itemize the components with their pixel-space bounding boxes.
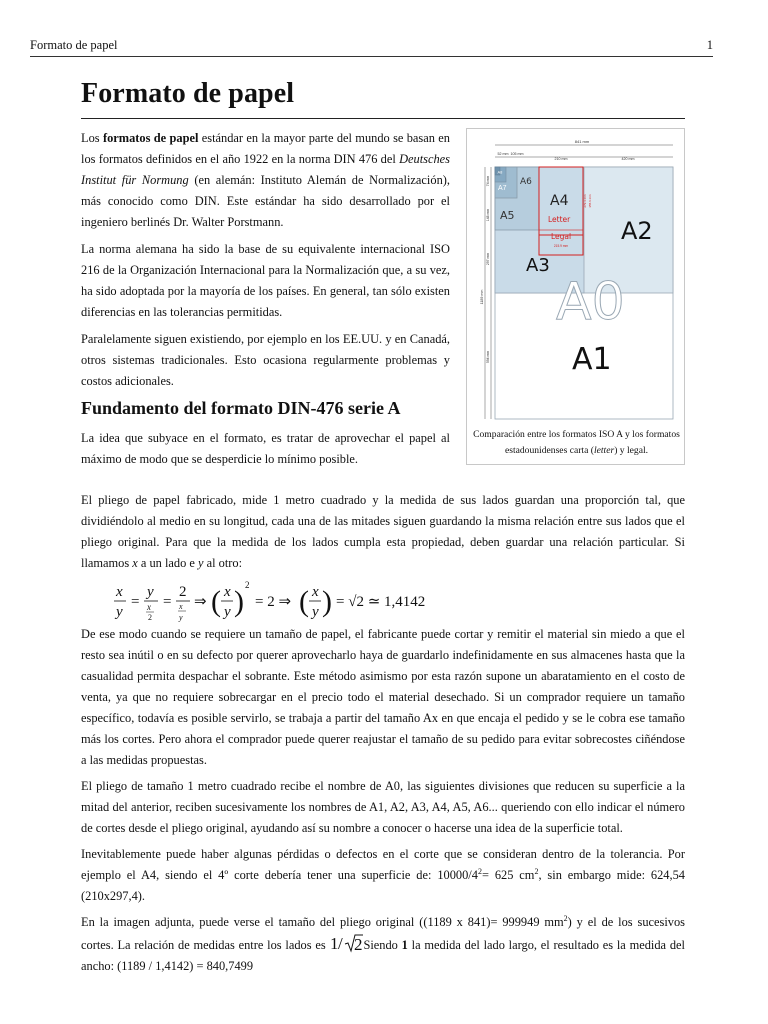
dim-top: 841 mm	[574, 139, 590, 144]
text-run: al otro:	[203, 556, 243, 570]
text-run: (en alemán: Instituto Alemán de Normalización), más conocido como DIN. Este estándar ha sido desarrollado por el ingeniero berlinés Dr. Walter Porstmann.	[81, 173, 450, 229]
label-legal: Legal	[551, 232, 572, 241]
text-run: Los	[81, 131, 103, 145]
label-a7: A7	[498, 185, 507, 192]
dim-a4w: 210 mm	[554, 157, 568, 161]
label-letter: Letter	[548, 215, 571, 224]
title-rule	[81, 118, 685, 119]
body-paragraph-1-block	[81, 490, 685, 579]
running-header	[30, 38, 713, 53]
body-paragraph-2: De ese modo cuando se requiere un tamaño de papel, el fabricante puede cortar y remitir el material sin miedo a que el resto sea inútil o en su defecto por querer aprovecharlo haya de guardarlo indefinidamente en sus almacenes hasta que la casualidad permita despachar el sobrante. Este método asimismo por esta razón supone un abaratamiento en el costo de venta, ya que no requiere sobrecargar en el precio todo el material desechado. Si un comprador requiere un tamaño específico, todavía es posible servirlo, se trabaja a partir del tamaño Ax en que encaja el pedido y se le cobra ese tamaño más los cortes. Pero ahora el comprador puede querer reajustar el tamaño de su pedido para evitar sobrecostes ciñéndose a las medidas propuestas.	[81, 627, 685, 767]
text-run: Inevitablemente puede haber algunas pérdidas o defectos en el corte que se consideran dentro de la tolerancia. Por ejemplo el A4, siendo el 4º corte debería tener una superficie de: 10000/4	[81, 847, 685, 882]
label-a4: A4	[550, 193, 569, 209]
dim-a7w: 105 mm	[510, 152, 524, 156]
svg-text:x: x	[312, 584, 319, 600]
label-a6: A6	[520, 177, 532, 187]
ratio-formula	[114, 578, 474, 624]
caption-text-end: ) y legal.	[614, 445, 649, 456]
text-run: a un lado e	[137, 556, 198, 570]
text-run: ) y el de los sucesivos cortes. La relación de medidas entre los lados es	[81, 915, 685, 952]
article-title: Formato de papel	[81, 78, 295, 109]
svg-text:1: 1	[330, 934, 339, 953]
label-a2: A2	[621, 217, 653, 245]
svg-text:2: 2	[354, 935, 363, 953]
text-run: , sin embargo mide: 624,54 (210x297,4).	[81, 868, 685, 903]
dim-a8w: 52 mm	[497, 152, 509, 156]
formula-result: = √2 ≃ 1,4142	[336, 594, 426, 610]
svg-text:(: (	[299, 585, 309, 618]
superscript: 2	[477, 866, 482, 876]
section-heading: Fundamento del formato DIN-476 serie A	[81, 398, 401, 418]
svg-text:⇒: ⇒	[194, 594, 207, 610]
svg-text:=: =	[131, 594, 140, 610]
text-run: El pliego de papel fabricado, mide 1 metro cuadrado y la medida de sus lados guardan una proporción tal, que dividiéndolo al medio en su longitud, cada una de las mitades siguen guardando la misma relación entre sus lados que el pliego original. Para que la medida de los lados cumpla esta propiedad, deben guardar una relación particular. Si llamamos	[81, 493, 685, 570]
caption-text: Comparación entre los formatos ISO A y los formatos estadounidenses carta (	[473, 429, 680, 456]
dim-a2w: 420 mm	[621, 157, 635, 161]
svg-text:x: x	[224, 584, 231, 600]
dim-legal-h: 355.6 mm	[588, 194, 592, 208]
svg-text:y: y	[179, 613, 183, 622]
svg-text:y: y	[116, 604, 123, 620]
dim-letter-w: 215.9 mm	[553, 244, 569, 248]
intro-paragraph-1	[81, 128, 450, 233]
intro-paragraph-2: La norma alemana ha sido la base de su equivalente internacional ISO 216 de la Organización Internacional para la Normalización que, a su vez, ha sido adoptada por la mayoría de los países. En general, tan sólo existen diferencias en las tolerancias permitidas.	[81, 242, 450, 319]
dim-left3: 297 mm	[486, 252, 490, 266]
svg-text:): )	[234, 585, 244, 618]
dim-left2: 148 mm	[486, 208, 490, 222]
bold-term: 1	[401, 938, 408, 952]
one-over-sqrt2-math	[329, 933, 363, 953]
header-rule	[30, 56, 713, 57]
math-var: x	[132, 556, 138, 570]
intro-paragraph-3: Paralelamente siguen existiendo, por ejemplo en los EE.UU. y en Canadá, otros sistemas tradicionales. Esto ocasiona regularmente problemas y costos adicionales.	[81, 332, 450, 388]
caption-italic: letter	[593, 445, 615, 456]
math-var: y	[198, 556, 204, 570]
paper-sizes-figure	[466, 128, 685, 465]
label-a5: A5	[500, 209, 515, 222]
svg-text:y: y	[312, 604, 319, 620]
svg-text:/: /	[338, 934, 344, 953]
running-header-title: Formato de papel	[30, 38, 118, 52]
dim-left-total: 1189 mm	[480, 289, 484, 305]
section-column	[81, 428, 450, 470]
italic-term: Deutsches Institut für Normung	[81, 152, 450, 187]
svg-text:2: 2	[179, 584, 187, 600]
body-main-block	[81, 624, 685, 982]
svg-text:2: 2	[148, 613, 152, 622]
superscript: 2	[534, 866, 539, 876]
dim-left4: 594 mm	[486, 350, 490, 364]
body-paragraph-5	[81, 912, 685, 977]
text-run: = 625 cm	[481, 868, 535, 882]
body-paragraph-1	[81, 490, 685, 574]
figure-caption	[473, 427, 680, 459]
svg-text:=: =	[163, 594, 172, 610]
text-run: la medida del lado largo, el resultado es la medida del ancho: (1189 / 1,4142) = 840,7499	[81, 938, 685, 973]
paper-sizes-diagram	[477, 137, 676, 422]
svg-text:): )	[322, 585, 332, 618]
svg-text:x: x	[147, 602, 151, 612]
label-a0: A0	[556, 272, 625, 332]
text-run: estándar en la mayor parte del mundo se basan en los formatos definidos en el año 1922 en la norma DIN 476 del	[81, 131, 450, 166]
body-paragraph-4	[81, 844, 685, 907]
body-paragraph-3: El pliego de tamaño 1 metro cuadrado recibe el nombre de A0, las siguientes divisiones que reducen su superficie a la mitad del anterior, reciben sucesivamente los nombres de A1, A2, A3, A4, A5, A6... queriendo con ello indicar el número de cortes desde el pliego original, ayudando así su nombre a conocer o hacerse una idea de la superficie total.	[81, 779, 685, 835]
svg-text:x: x	[116, 584, 123, 600]
text-run: En la imagen adjunta, puede verse el tamaño del pliego original ((1189 x 841)= 999949 mm	[81, 915, 564, 929]
dim-letter-h: 279.4 mm	[583, 194, 587, 208]
svg-text:= 2 ⇒: = 2 ⇒	[255, 594, 292, 610]
label-a3: A3	[526, 255, 550, 276]
svg-text:2: 2	[245, 580, 250, 590]
label-a8: A8	[497, 169, 503, 175]
dim-left1: 74 mm	[486, 175, 490, 187]
label-a1: A1	[572, 342, 612, 377]
superscript: 2	[563, 913, 568, 923]
page-number: 1	[706, 38, 713, 52]
intro-column	[81, 128, 450, 398]
svg-text:(: (	[211, 585, 221, 618]
svg-text:x: x	[179, 602, 183, 611]
text-run: Siendo	[363, 938, 402, 952]
bold-term: formatos de papel	[102, 131, 199, 145]
svg-text:y: y	[147, 584, 154, 600]
section-paragraph-1: La idea que subyace en el formato, es tratar de aprovechar el papel al máximo de modo que se desperdicie lo mínimo posible.	[81, 431, 450, 466]
svg-text:y: y	[224, 604, 231, 620]
